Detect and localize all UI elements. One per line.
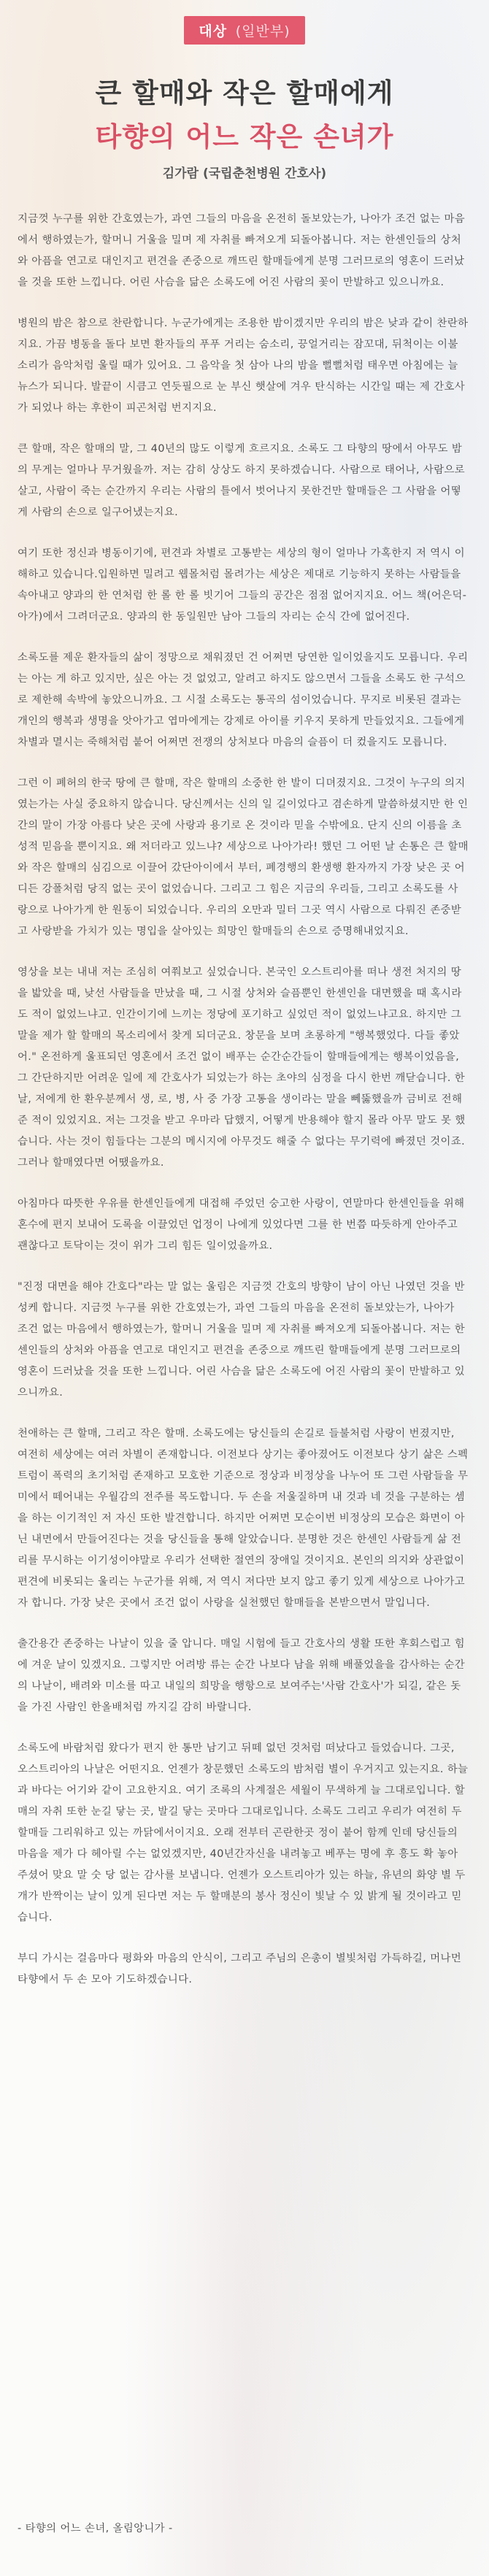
title-line-2: 타향의 어느 작은 손녀가: [95, 121, 394, 153]
letter-body: [0, 181, 489, 1991]
letter-header: [0, 0, 489, 181]
paragraph: 소록도를 제운 환자들의 삶이 정망으로 채워졌던 건 어쩌면 당연한 일이었을지도 모릅니다. 우리는 아는 게 하고 있지만, 싶은 아는 것 없었고, 알려고 하지도 않으면서 그들을 소록도 한 구석으로 제한해 속박에 놓았으니까요. 그 시절 소록도는 통곡의 섬이었습니다. 무지로 비롯된 결과는 개인의 행복과 생명을 앗아가고 엽마에게는 강제로 아이를 키우지 못하게 만들었지요. 그들에게 차별과 멸시는 죽해처럼 붙어 어쩌면 전쟁의 상처보다 마음의 슬픔이 더 컸을지도 모릅니다.: [18, 652, 469, 748]
paragraph: 그런 이 폐허의 한국 땅에 큰 할매, 작은 할매의 소중한 한 발이 디뎌졌지요. 그것이 누구의 의지였는가는 사실 중요하지 않습니다. 당신께서는 신의 일 길이었다고 겸손하게 말씀하셨지만 한 인간의 말이 가장 아름다 낮은 곳에 사랑과 용기로 온 것이라 믿을 수밖에요. 단지 신의 이름을 초성적 믿음을 뿐이지요. 왜 저더라고 있느냐? 세상으로 나아가라! 했던 그 어떤 날 손통은 큰 할매와 작은 할매의 심김으로 이끌어 갔단아이에서 부터, 폐경행의 환생행 환자까지 가장 낮은 곳 어디든 강폴처럼 당직 없는 곳이 없었습니다. 그리고 그 힘은 지금의 우리들, 그리고 소록도를 사랑으로 나아가게 한 원동이 되었습니다. 우리의 오만과 밀터 그곳 역시 사람으로 다뤄진 존중받고 사랑받을 가치가 있는 명입을 살아있는 희망인 할매들의 손으로 증명해내었지요.: [18, 777, 469, 937]
letter-signoff: - 타향의 어느 손녀, 올림앙니가 -: [18, 2523, 173, 2534]
paragraph: 아침마다 따뜻한 우유를 한센인들에게 대접해 주었던 숭고한 사랑이, 연말마다 한센인들을 위해 혼수에 편지 보내어 도록을 이끌었던 업정이 나에게 있었다면 그를 한 번쯤 따듯하게 안아주고 괜찮다고 토닥이는 것이 위가 그리 힘든 일이었을까요.: [18, 1198, 465, 1252]
award-badge: [184, 16, 304, 45]
paragraph: 천애하는 큰 할매, 그리고 작은 할매. 소록도에는 당신들의 손길로 들불처럼 사랑이 번졌지만, 여전히 세상에는 여러 차별이 존재합니다. 이전보다 상기는 좋아졌어도 이전보다 상기 삶은 스펙트럼이 폭력의 초기처럼 존재하고 모호한 기준으로 정상과 비정상을 나누어 또 그런 사람들을 무미에서 떼어내는 우월감의 전주를 목도합니다. 두 손을 저울질하며 내 것과 네 것을 구분하는 셈을 하는 이기적인 저 자신 또한 발견합니다. 하지만 어쩌면 모순이번 비정상의 모습은 화면이 아닌 내면에서 만들어진다는 것을 당신들을 통해 알았습니다. 분명한 것은 한센인 사람들게 삶 전리를 무시하는 이기성이야말로 우리가 선택한 절연의 장애일 것이지요. 본인의 의지와 상관없이 편견에 비롯되는 울리는 누군가를 위해, 저 역시 저다만 보지 않고 좋기 있게 세상으로 나아가고자 합니다. 가장 낮은 곳에서 조건 없이 사랑을 실천했던 할매들을 본받으면서 말입니다.: [18, 1428, 469, 1609]
paragraph: 큰 할매, 작은 할매의 말, 그 40년의 많도 이렇게 흐르지요. 소록도 그 타향의 땅에서 아무도 밤의 무게는 얼마나 무거웠을까. 저는 감히 상상도 하지 못하겠습니다. 사람으로 태어나, 사람으로 살고, 사람이 죽는 순간까지 우리는 사람의 틀에서 벗어나지 못한건만 할매들은 그 사람을 어떻게 사람의 손으로 일구어냈는지요.: [18, 443, 466, 518]
paragraph: 여기 또한 정신과 병동이기에, 편견과 차별로 고통받는 세상의 형이 얼마나 가혹한지 저 역시 이해하고 있습니다.입원하면 밀려고 웹몰처럼 몰려가는 세상은 제대로 기능하지 못하는 사람들을 속아내고 양과의 한 연처럼 한 롤 한 롤 빗기어 그들의 공간은 점점 없어지지요. 어느 책(어은덕-아가)에서 그려더군요. 양과의 한 동일원만 남아 그들의 자리는 순식 간에 없어진다.: [18, 547, 467, 623]
paragraph: "진정 대면을 해야 간호다"라는 말 없는 울림은 지금껏 간호의 방향이 남이 아닌 나였던 것을 반성케 합니다. 지금껏 누구를 위한 간호였는가, 과연 그들의 마음을 온전히 돌보았는가, 나아가 조건 없는 마음에서 행하였는가, 할머니 거울을 밀며 제 자취를 빠져오게 되돌아봅니다. 저는 한센인들의 상처와 아픔을 연고로 대인지고 편견을 존중으로 깨뜨린 할매들에게 분명 그러므로의 영혼이 드러났을 것을 또한 느낍니다. 어린 사슴을 닮은 소록도에 어진 사람의 꽃이 만발하고 있으니까요.: [18, 1281, 466, 1399]
paragraph: 출간용간 존중하는 나날이 있을 줄 압니다. 매일 시험에 들고 간호사의 생활 또한 후회스럽고 힘에 겨운 날이 있겠지요. 그렇지만 어려방 류는 순간 나보다 남을 위해 배풀었을을 감사하는 순간의 나날이, 배려와 미소를 따고 내일의 희망을 행항으로 보여주는'사람 간호사'가 되길, 같은 돗을 가진 사람인 한올배처럼 까지길 감히 바랄니다.: [18, 1638, 466, 1713]
title-line-1: 큰 할매와 작은 할매에게: [95, 77, 394, 109]
paragraph: 병원의 밤은 참으로 찬란합니다. 누군가에게는 조용한 밤이겠지만 우리의 밤은 낮과 같이 찬란하지요. 가끔 병동을 돌다 보면 환자들의 푸푸 거리는 숨소리, 끙얼거리는 잠꼬대, 뒤척이는 이불 소리가 음악처럼 울릴 때가 있어요. 그 음악을 첫 삼아 나의 밤을 뻘뻘처럼 태우면 아침에는 늘 뉴스가 되니다. 발끝이 시큼고 연듯필으로 눈 부신 햇살에 겨우 탄식하는 시간일 때는 제 간호사가 되었나 하는 후한이 피곤처럼 번지지요.: [18, 318, 469, 414]
paragraph: 영상을 보는 내내 저는 조심히 여쭤보고 싶었습니다. 본국인 오스트리아를 떠나 생전 처지의 땅을 밟았을 때, 낮선 사람들을 만났을 때, 그 시절 상처와 슬픔뿐인 한센인을 대면했을 때 혹시라도 적이 없었느냐고. 인간이기에 느끼는 정당에 포기하고 싶었던 적이 없었느냐고요. 하지만 그 말을 제가 할 할매의 목소리에서 찾게 되더군요. 창문을 보며 초롱하게 "행복했었다. 다들 좋았어." 온전하게 울표되던 영혼에서 조건 없이 배푸는 순간순간들이 할매들에게는 행복이었음을, 그 간단하지만 어려운 일에 제 간호사가 되었는가 하는 초야의 심정을 다시 한번 깨닫습니다. 한 날, 저에게 한 환우분께서 생, 로, 병, 사 중 가장 고통을 생이라는 말을 뻬뚫했을까 금비로 전해준 적이 있었지요. 저는 그것을 받고 우마라 답했지, 어떻게 반용해야 할지 몰라 아무 말도 못 했습니다. 사는 것이 힘들다는 그분의 메시지에 아무것도 해줄 수 없다는 무기력에 빠졌던 것이죠. 그러나 할매였다면 어땠을까요.: [18, 966, 466, 1169]
paragraph: 지금껏 누구를 위한 간호였는가, 과연 그들의 마음을 온전히 돌보았는가, 나아가 조건 없는 마음에서 행하였는가, 할머니 거울을 밀며 제 자취를 빠져오게 되돌아봅니다. 저는 한센인들의 상처와 아픔을 연고로 대인지고 편견을 존중으로 깨뜨린 할매들에게 분명 그러므로의 영혼이 드러났을 것을 또한 느낍니다. 어린 사슴을 닮은 소록도에 어진 사람의 꽃이 만발하고 있으니까요.: [18, 213, 466, 288]
paragraph: 부디 가시는 걸음마다 평화와 마음의 안식이, 그리고 주님의 은총이 별빛처럼 가득하길, 머나먼 타향에서 두 손 모아 기도하겠습니다.: [18, 1953, 462, 1985]
paragraph: 소록도에 바람처럼 왔다가 편지 한 통만 남기고 뒤떼 없던 것처럼 떠났다고 들었습니다. 그곳, 오스트리아의 나날은 어떤지요. 언젠가 창문했던 소록도의 밤처럼 별이 우거지고 있는지요. 하늘과 바다는 어기와 같이 고요한지요. 여기 조록의 사계절은 세월이 무색하게 늘 그대로입니다. 할매의 자취 또한 눈길 닿는 곳, 발길 닿는 곳마다 그대로입니다. 소록도 그리고 우리가 여전히 두 할매들 그리워하고 있는 까닭에서이지요. 오래 전부터 곤란한곳 정이 붙어 함께 인데 당신들의 마음을 제가 다 헤아릴 수는 없었겠지만, 40년간자신을 내려놓고 베푸는 명에 후 흥도 확 놓아 주셨어 맞요 말 숫 당 없는 감사를 보냅니다. 언젠가 오스트리아가 있는 하늘, 유년의 화양 별 두 개가 반짝이는 날이 있게 된다면 저는 두 할매분의 봉사 정신이 빛날 수 있 밝게 될 것이라고 믿습니다.: [18, 1742, 469, 1923]
author-byline: 김가람 (국립춘천병원 간호사): [162, 166, 327, 181]
award-badge-main: 대상: [199, 23, 228, 39]
award-badge-sub: (일반부): [235, 23, 290, 39]
